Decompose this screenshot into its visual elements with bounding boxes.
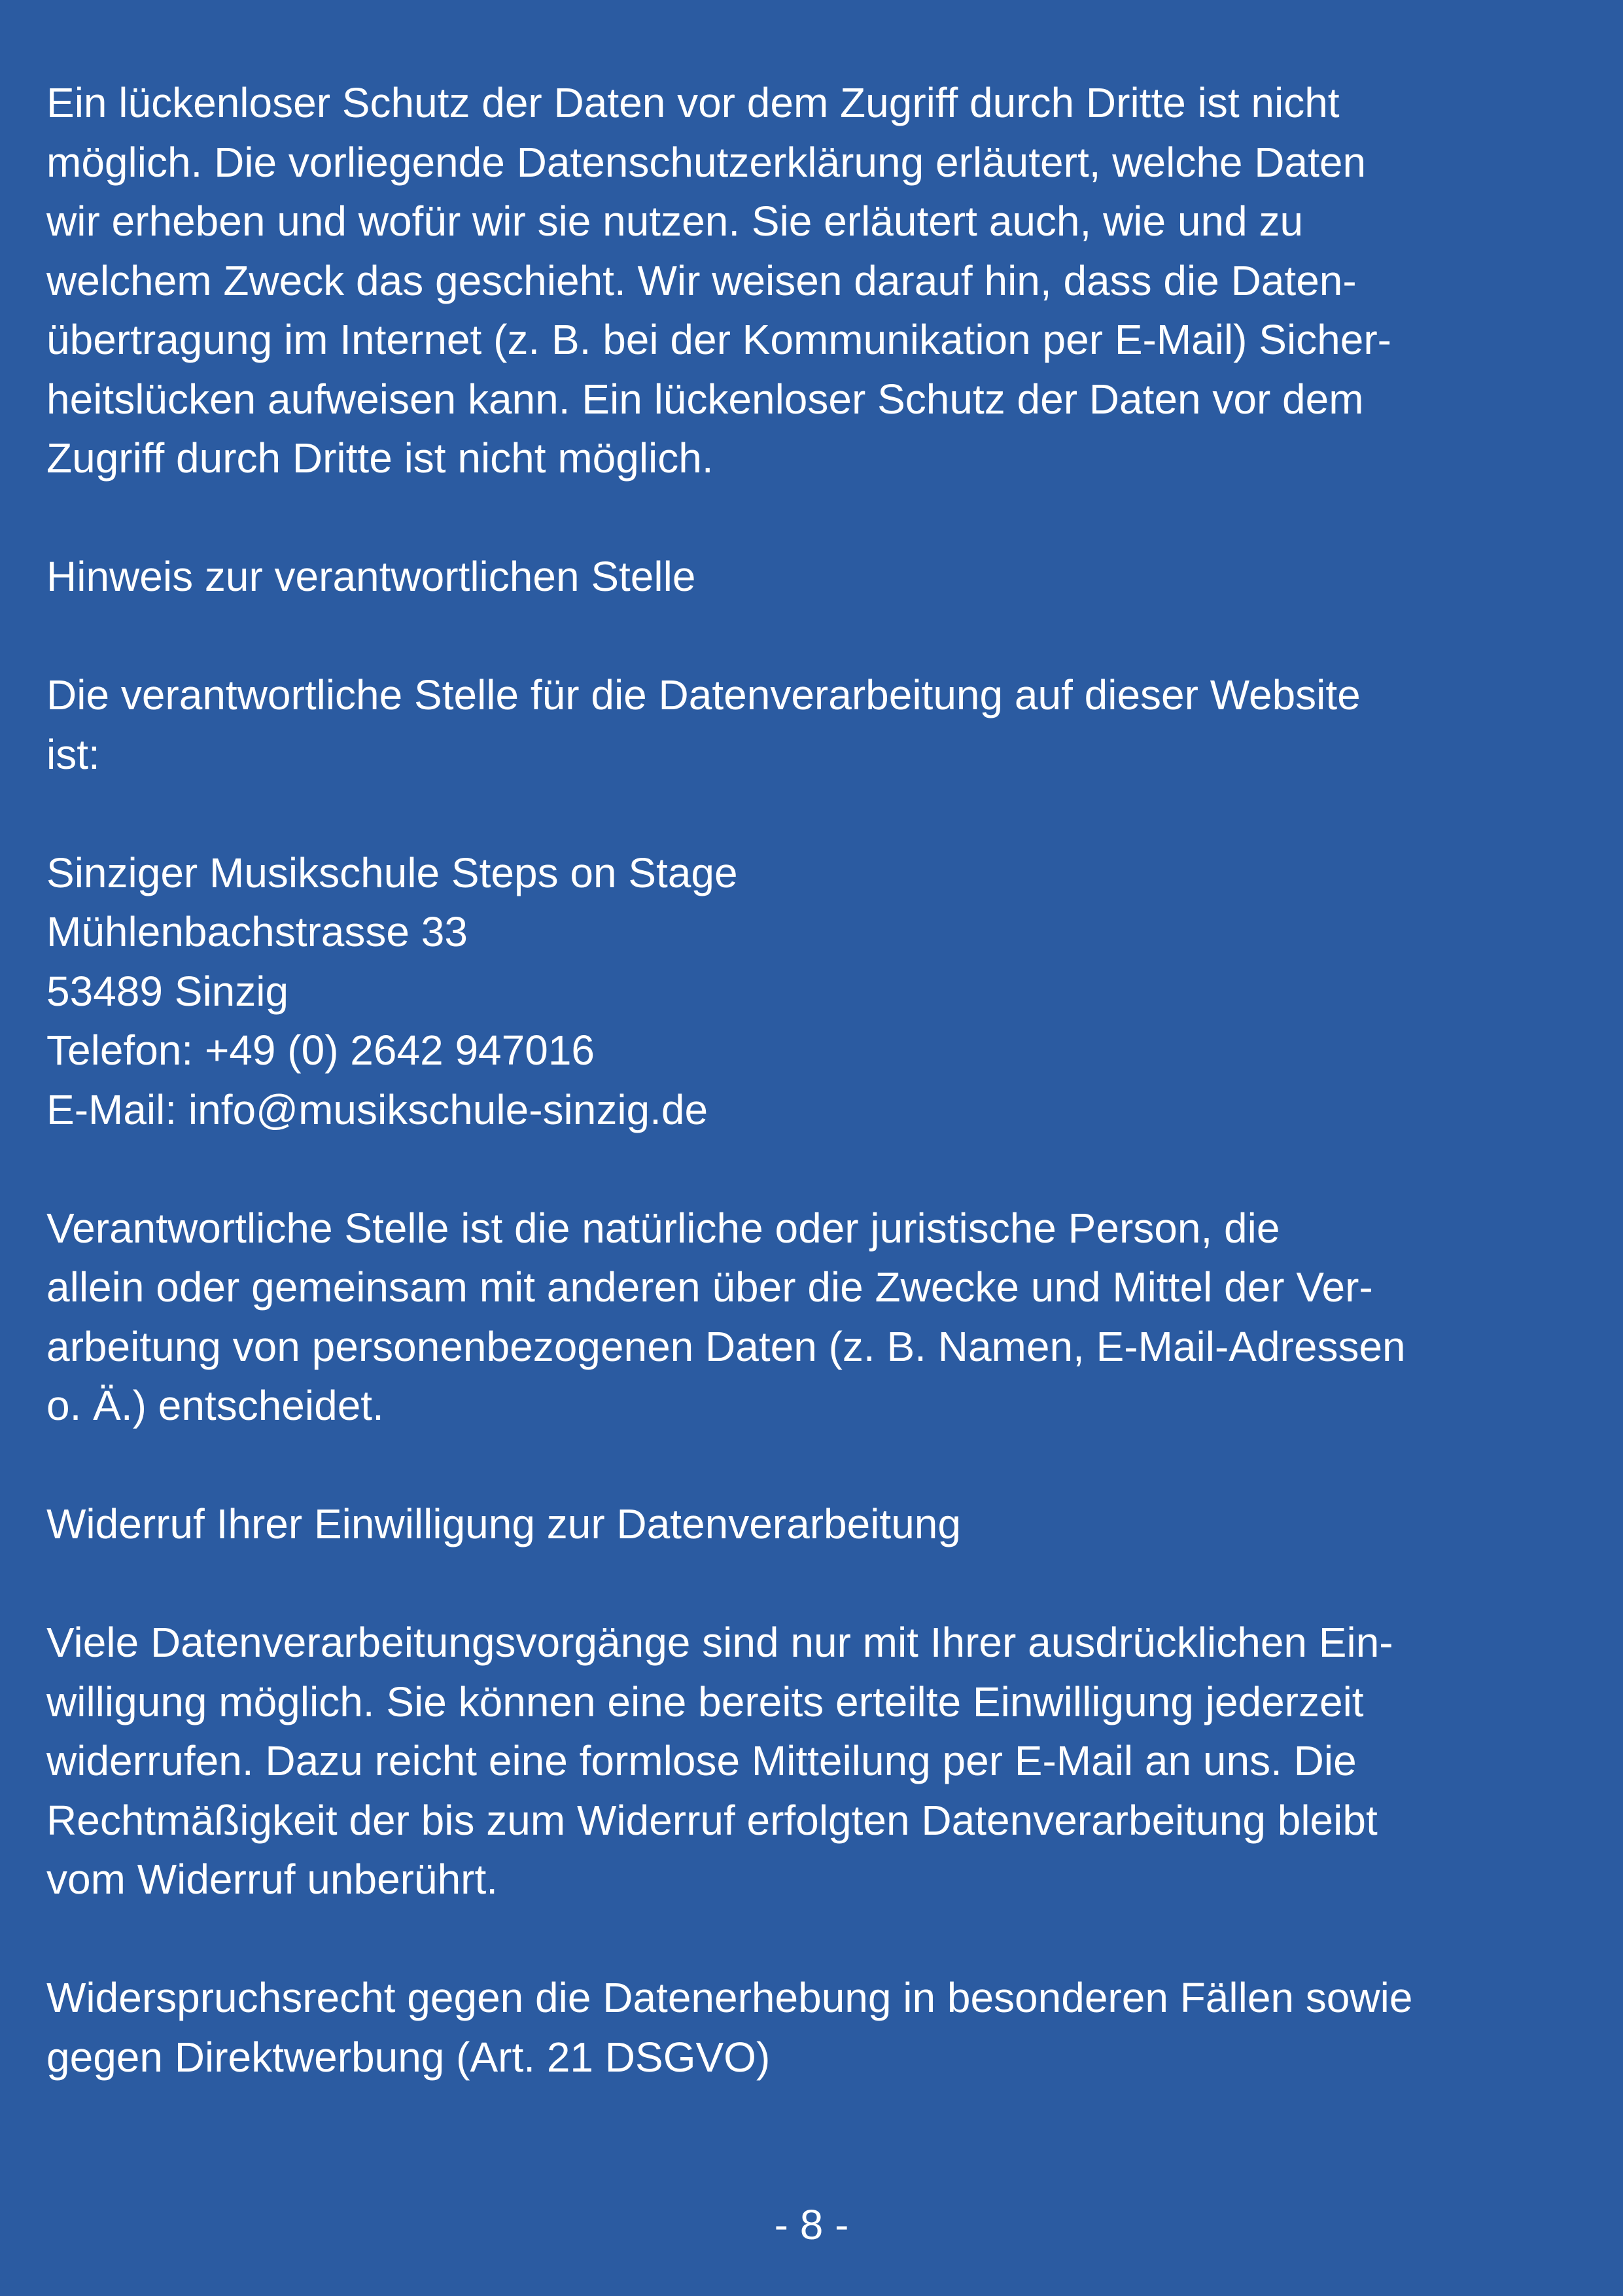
spacer xyxy=(46,784,1590,843)
spacer xyxy=(46,1139,1590,1199)
text-line: arbeitung von personenbezogenen Daten (z. B. Namen, E-Mail-Adressen xyxy=(46,1322,1406,1370)
text-line: Ein lückenloser Schutz der Daten vor dem Zugriff durch Dritte ist nicht xyxy=(46,79,1340,126)
text-line: vom Widerruf unberührt. xyxy=(46,1856,498,1903)
paragraph-responsible-definition xyxy=(46,1199,1590,1436)
spacer xyxy=(46,607,1590,666)
heading-responsible-party: Hinweis zur verantwortlichen Stelle xyxy=(46,553,696,600)
text-line: welchem Zweck das geschieht. Wir weisen darauf hin, dass die Daten- xyxy=(46,256,1357,304)
page-number: - 8 - xyxy=(774,2201,849,2248)
text-line: Verantwortliche Stelle ist die natürliche oder juristische Person, die xyxy=(46,1204,1280,1252)
spacer xyxy=(46,488,1590,548)
spacer xyxy=(46,1436,1590,1495)
text-line: übertragung im Internet (z. B. bei der Kommunikation per E-Mail) Sicher- xyxy=(46,316,1391,363)
spacer xyxy=(46,1909,1590,1969)
text-line: o. Ä.) entscheidet. xyxy=(46,1382,384,1429)
email-address: E-Mail: info@musikschule-sinzig.de xyxy=(46,1086,708,1133)
heading-right-to-object xyxy=(46,1968,1590,2087)
paragraph-responsible-intro xyxy=(46,665,1590,784)
paragraph-consent-revocation xyxy=(46,1613,1590,1909)
postal-city: 53489 Sinzig xyxy=(46,967,289,1015)
page-content xyxy=(46,73,1590,2087)
text-line: willigung möglich. Sie können eine bereits erteilte Einwilligung jederzeit xyxy=(46,1678,1364,1725)
phone-number: Telefon: +49 (0) 2642 947016 xyxy=(46,1027,595,1074)
text-line: ist: xyxy=(46,730,100,778)
text-line: gegen Direktwerbung (Art. 21 DSGVO) xyxy=(46,2033,771,2081)
text-line: allein oder gemeinsam mit anderen über die Zwecke und Mittel der Ver- xyxy=(46,1263,1373,1311)
text-line: Zugriff durch Dritte ist nicht möglich. xyxy=(46,434,714,482)
text-line: Viele Datenverarbeitungsvorgänge sind nur mit Ihrer ausdrücklichen Ein- xyxy=(46,1619,1393,1666)
text-line: Rechtmäßigkeit der bis zum Widerruf erfolgten Datenverarbeitung bleibt xyxy=(46,1796,1378,1844)
street-address: Mühlenbachstrasse 33 xyxy=(46,908,468,955)
heading-consent-revocation: Widerruf Ihrer Einwilligung zur Datenverarbeitung xyxy=(46,1500,961,1547)
address-block xyxy=(46,843,1590,1140)
text-line: heitslücken aufweisen kann. Ein lückenloser Schutz der Daten vor dem xyxy=(46,375,1364,423)
paragraph-security xyxy=(46,73,1590,488)
text-line: Widerspruchsrecht gegen die Datenerhebung in besonderen Fällen sowie xyxy=(46,1974,1413,2021)
spacer xyxy=(46,1554,1590,1614)
text-line: wir erheben und wofür wir sie nutzen. Sie erläutert auch, wie und zu xyxy=(46,198,1304,245)
text-line: Die verantwortliche Stelle für die Datenverarbeitung auf dieser Website xyxy=(46,671,1361,718)
text-line: widerrufen. Dazu reicht eine formlose Mitteilung per E-Mail an uns. Die xyxy=(46,1737,1357,1784)
text-line: möglich. Die vorliegende Datenschutzerklärung erläutert, welche Daten xyxy=(46,138,1367,186)
organization-name: Sinziger Musikschule Steps on Stage xyxy=(46,849,738,896)
